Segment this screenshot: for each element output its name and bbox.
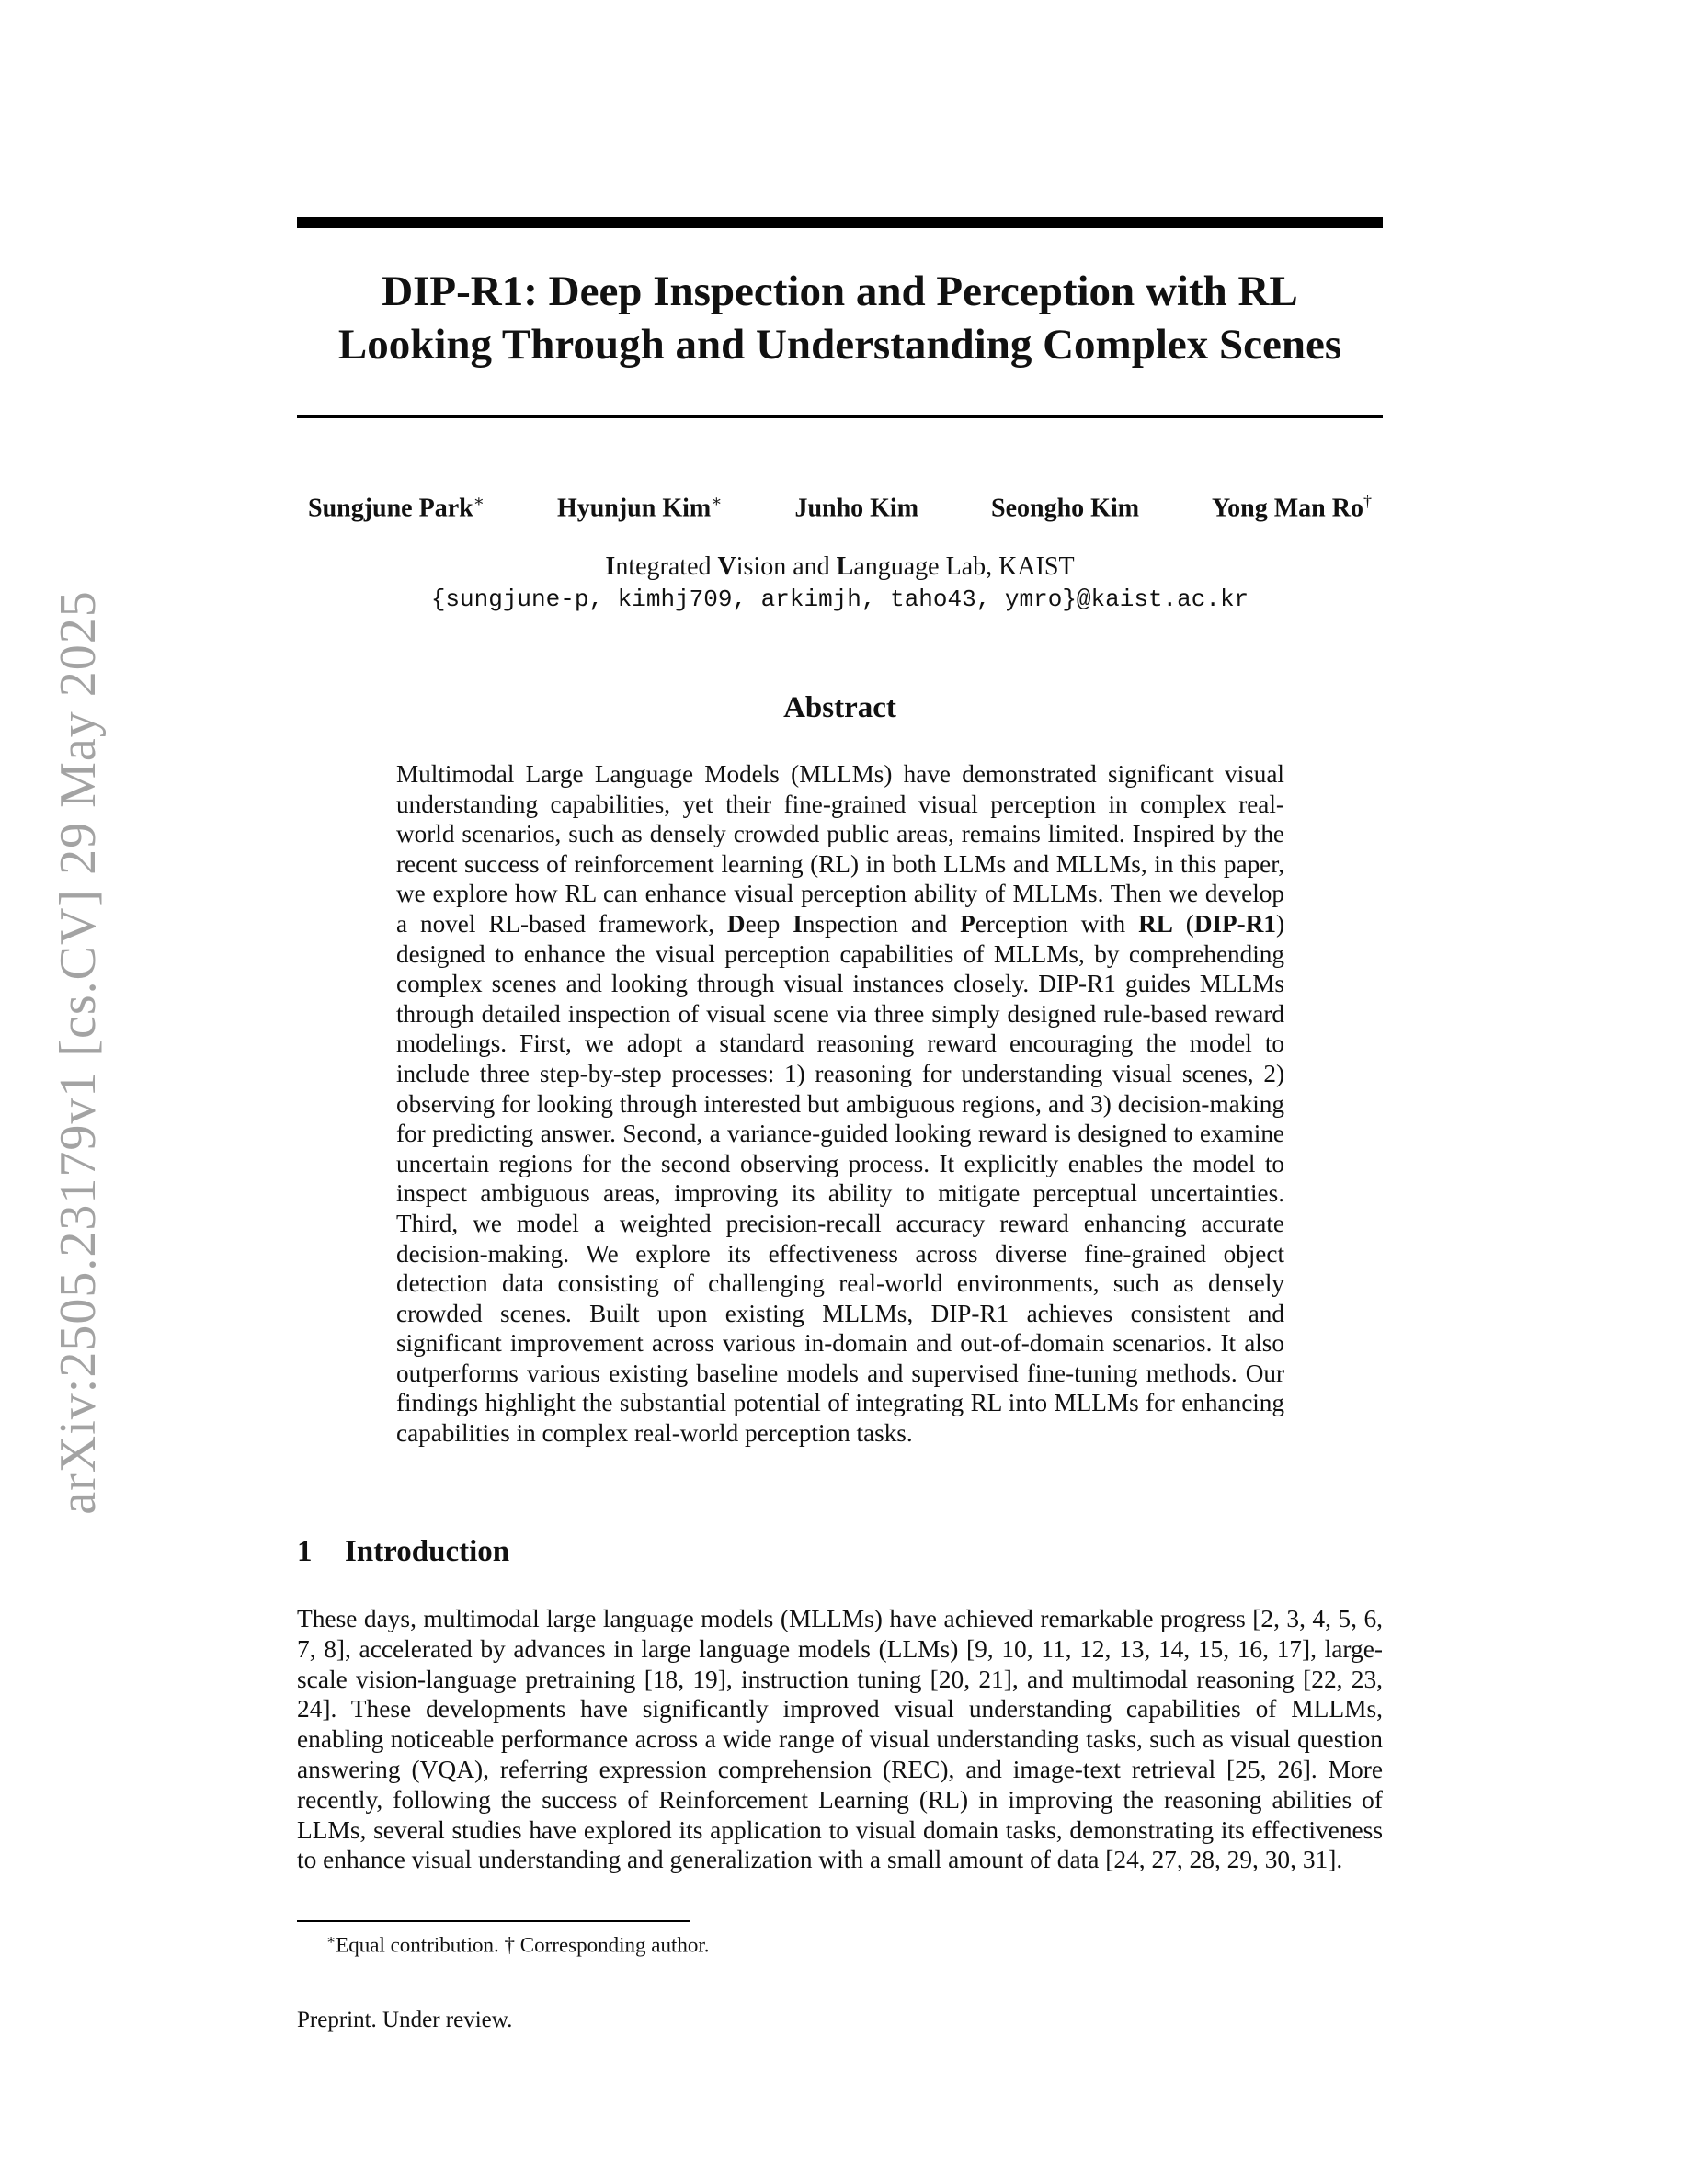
abstract-body: Multimodal Large Language Models (MLLMs) have demonstrated significant visual understanding capabilities, yet their fine-grained visual perception in complex real-world scenarios, such as densely crowded public areas, remains limited. Inspired by the recent success of reinforcement learning (RL) in both LLMs and MLLMs, in this paper, we explore how RL can enhance visual perception ability of MLLMs. Then we develop a novel RL-based framework, Deep Inspection and Perception with RL (DIP-R1) designed to enhance the visual perception capabilities of MLLMs, by comprehending complex scenes and looking through visual instances closely. DIP-R1 guides MLLMs through detailed inspection of visual scene via three simply designed rule-based reward modelings. First, we adopt a standard reasoning reward encouraging the model to include three step-by-step processes: 1) reasoning for understanding visual scenes, 2) observing for looking through interested but ambiguous regions, and 3) decision-making for predicting answer. Second, a variance-guided looking reward is designed to examine uncertain regions for the second observing process. It explicitly enables the model to inspect ambiguous areas, improving its ability to mitigate perceptual uncertainties. Third, we model a weighted precision-recall accuracy reward enhancing accurate decision-making. We explore its effectiveness across diverse fine-grained object detection data consisting of challenging real-world environments, such as densely crowded scenes. Built upon existing MLLMs, DIP-R1 achieves consistent and significant improvement across various in-domain and out-of-domain scenarios. It also outperforms various existing baseline models and supervised fine-tuning methods. Our findings highlight the substantial potential of integrating RL into MLLMs for enhancing capabilities in complex real-world perception tasks. (396, 760, 1284, 1448)
author: Seongho Kim (991, 494, 1140, 523)
title-rule-bottom (297, 415, 1383, 418)
author: Hyunjun Kim∗ (556, 492, 723, 523)
author-list (297, 492, 1383, 523)
introduction-paragraph: These days, multimodal large language models (MLLMs) have achieved remarkable progress [2, 3, 4, 5, 6, 7, 8], accelerated by advances in large language models (LLMs) [9, 10, 11, 12, 13, 14, 15, 16, 17], large-scale vision-language pretraining [18, 19], instruction tuning [20, 21], and multimodal reasoning [22, 23, 24]. These developments have significantly improved visual understanding capabilities of MLLMs, enabling noticeable performance across a wide range of visual understanding tasks, such as visual question answering (VQA), referring expression comprehension (REC), and image-text retrieval [25, 26]. More recently, following the success of Reinforcement Learning (RL) in improving the reasoning abilities of LLMs, several studies have explored its application to visual domain tasks, demonstrating its effectiveness to enhance visual understanding and generalization with a small amount of data [24, 27, 28, 29, 30, 31]. (297, 1605, 1383, 1874)
footnote-rule (297, 1920, 690, 1922)
paper-title (297, 265, 1383, 371)
affiliation: Integrated Vision and Language Lab, KAIST (605, 552, 1075, 581)
author: Yong Man Ro† (1212, 492, 1372, 523)
preprint-note: Preprint. Under review. (297, 2008, 513, 2032)
footnote: ∗Equal contribution. † Corresponding author. (326, 1933, 710, 1957)
title-rule-top (297, 217, 1383, 228)
arxiv-sidebar (28, 552, 129, 1553)
arxiv-identifier: arXiv:2505.23179v1 [cs.CV] 29 May 2025 (50, 590, 107, 1515)
author-emails: {sungjune-p, kimhj709, arkimjh, taho43, ymro}@kaist.ac.kr (430, 586, 1249, 613)
title-line-1: DIP-R1: Deep Inspection and Perception with RL (382, 267, 1298, 315)
abstract-heading: Abstract (783, 691, 896, 724)
author: Sungjune Park∗ (308, 492, 485, 523)
section-heading-introduction: 1 Introduction (297, 1535, 510, 1568)
author: Junho Kim (794, 494, 919, 523)
title-line-2: Looking Through and Understanding Complex Scenes (337, 321, 1342, 369)
